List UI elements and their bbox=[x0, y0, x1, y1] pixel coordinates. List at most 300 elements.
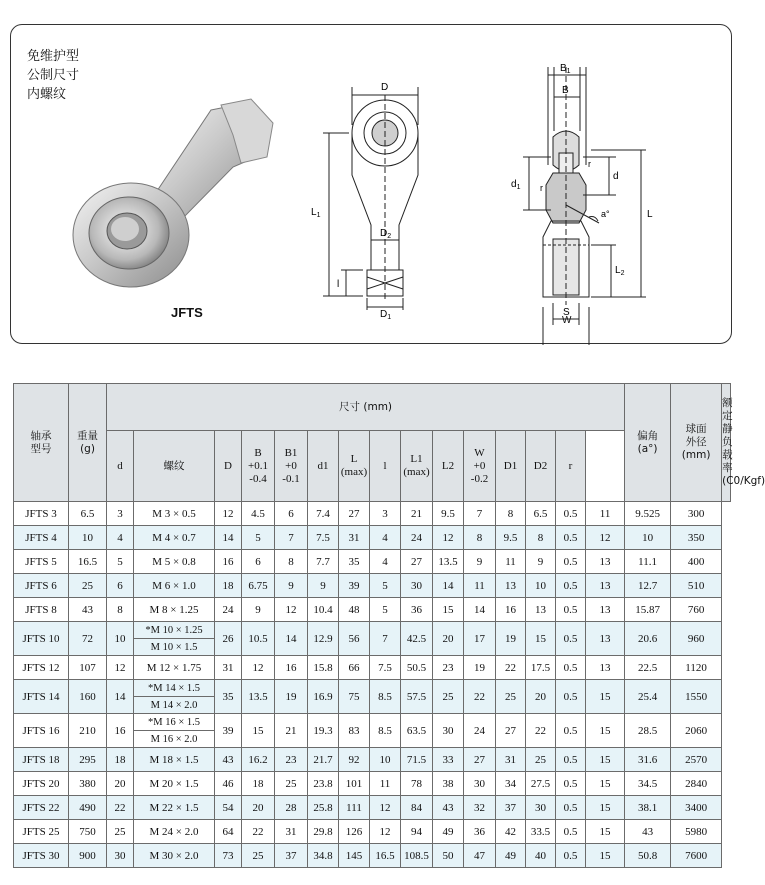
table-row bbox=[14, 622, 731, 639]
cell-L2: 25 bbox=[433, 680, 464, 714]
cell-d1: 34.8 bbox=[308, 844, 339, 868]
cell-r: 0.5 bbox=[556, 550, 586, 574]
cell-L1: 50.5 bbox=[401, 656, 433, 680]
cell-D: 43 bbox=[215, 748, 242, 772]
cell-d: 10 bbox=[107, 622, 134, 656]
dim-r-label: r bbox=[588, 159, 591, 169]
cell-D2: 25 bbox=[526, 748, 556, 772]
cell-thread: *M 14 × 1.5 bbox=[134, 680, 215, 697]
cell-D: 46 bbox=[215, 772, 242, 796]
spec-table bbox=[13, 383, 765, 868]
dim-d1-label: $d_1$ bbox=[511, 179, 521, 191]
cell-angle: 15 bbox=[586, 772, 625, 796]
cell-L2: 50 bbox=[433, 844, 464, 868]
cell-model: JFTS 20 bbox=[14, 772, 69, 796]
cell-L: 27 bbox=[339, 502, 370, 526]
cell-W: 32 bbox=[464, 796, 496, 820]
cell-d: 25 bbox=[107, 820, 134, 844]
cell-load: 3400 bbox=[671, 796, 722, 820]
table-row bbox=[14, 772, 731, 796]
cell-d: 8 bbox=[107, 598, 134, 622]
cell-d1: 9 bbox=[308, 574, 339, 598]
dim-L1-label: $L_1$ bbox=[311, 207, 321, 219]
cell-thread-alt: M 10 × 1.5 bbox=[134, 639, 215, 656]
cell-B1: 19 bbox=[275, 680, 308, 714]
cell-L2: 15 bbox=[433, 598, 464, 622]
cell-angle: 12 bbox=[586, 526, 625, 550]
cell-D2: 27.5 bbox=[526, 772, 556, 796]
cell-d: 3 bbox=[107, 502, 134, 526]
cell-L1: 94 bbox=[401, 820, 433, 844]
cell-d: 12 bbox=[107, 656, 134, 680]
cell-D2: 17.5 bbox=[526, 656, 556, 680]
cell-weight: 750 bbox=[69, 820, 107, 844]
cell-thread: M 20 × 1.5 bbox=[134, 772, 215, 796]
cell-weight: 160 bbox=[69, 680, 107, 714]
cell-angle: 13 bbox=[586, 574, 625, 598]
cell-load: 2840 bbox=[671, 772, 722, 796]
cell-D: 35 bbox=[215, 680, 242, 714]
cell-angle: 15 bbox=[586, 820, 625, 844]
cell-r: 0.5 bbox=[556, 820, 586, 844]
cell-model: JFTS 8 bbox=[14, 598, 69, 622]
cell-B1: 31 bbox=[275, 820, 308, 844]
table-row bbox=[14, 844, 731, 868]
col-D2-header: D2 bbox=[526, 431, 556, 502]
cell-r: 0.5 bbox=[556, 502, 586, 526]
cell-d: 22 bbox=[107, 796, 134, 820]
cell-load: 510 bbox=[671, 574, 722, 598]
cell-model: JFTS 25 bbox=[14, 820, 69, 844]
cell-W: 27 bbox=[464, 748, 496, 772]
cell-load: 760 bbox=[671, 598, 722, 622]
cell-L: 35 bbox=[339, 550, 370, 574]
cell-d1: 21.7 bbox=[308, 748, 339, 772]
col-L-header: L (max) bbox=[339, 431, 370, 502]
cell-B1: 9 bbox=[275, 574, 308, 598]
cell-D: 12 bbox=[215, 502, 242, 526]
cell-model: JFTS 5 bbox=[14, 550, 69, 574]
table-row bbox=[14, 748, 731, 772]
cell-model: JFTS 30 bbox=[14, 844, 69, 868]
cell-D2: 22 bbox=[526, 714, 556, 748]
cell-L1: 24 bbox=[401, 526, 433, 550]
cell-L2: 9.5 bbox=[433, 502, 464, 526]
cell-r: 0.5 bbox=[556, 526, 586, 550]
spec-table-body bbox=[14, 502, 731, 868]
cell-d: 16 bbox=[107, 714, 134, 748]
rod-end-photo bbox=[61, 95, 291, 305]
cell-load: 960 bbox=[671, 622, 722, 656]
cell-D: 16 bbox=[215, 550, 242, 574]
cell-angle: 15 bbox=[586, 714, 625, 748]
cell-thread-alt: M 16 × 2.0 bbox=[134, 731, 215, 748]
cell-B1: 16 bbox=[275, 656, 308, 680]
cell-thread: M 12 × 1.75 bbox=[134, 656, 215, 680]
cell-L1: 71.5 bbox=[401, 748, 433, 772]
cell-load: 300 bbox=[671, 502, 722, 526]
col-load-rating-header: 额定静 负载率 (C0/Kgf) bbox=[722, 384, 731, 502]
col-ball-diameter-header: 球面 外径 (mm) bbox=[671, 384, 722, 502]
cell-L: 101 bbox=[339, 772, 370, 796]
label-metric: 公制尺寸 bbox=[27, 68, 80, 83]
cell-L1: 30 bbox=[401, 574, 433, 598]
col-angle-header: 偏角 (a°) bbox=[625, 384, 671, 502]
cell-thread: *M 10 × 1.25 bbox=[134, 622, 215, 639]
cell-D1: 11 bbox=[496, 550, 526, 574]
cell-ball: 11.1 bbox=[625, 550, 671, 574]
cell-l: 12 bbox=[370, 796, 401, 820]
cell-L: 56 bbox=[339, 622, 370, 656]
cell-d: 18 bbox=[107, 748, 134, 772]
dim-W-label: W bbox=[562, 315, 572, 326]
cell-model: JFTS 14 bbox=[14, 680, 69, 714]
dim-S-label: S bbox=[563, 307, 570, 318]
cell-W: 30 bbox=[464, 772, 496, 796]
cell-D2: 6.5 bbox=[526, 502, 556, 526]
cell-l: 8.5 bbox=[370, 680, 401, 714]
cell-d: 6 bbox=[107, 574, 134, 598]
cell-load: 1550 bbox=[671, 680, 722, 714]
cell-thread: M 22 × 1.5 bbox=[134, 796, 215, 820]
cell-D2: 20 bbox=[526, 680, 556, 714]
dim-D2-label: $D_2$ bbox=[380, 228, 392, 240]
label-maintenance-free: 免维护型 bbox=[27, 49, 80, 64]
cell-weight: 43 bbox=[69, 598, 107, 622]
side-view-drawing bbox=[491, 45, 671, 325]
cell-D1: 16 bbox=[496, 598, 526, 622]
cell-weight: 10 bbox=[69, 526, 107, 550]
cell-ball: 9.525 bbox=[625, 502, 671, 526]
table-row bbox=[14, 656, 731, 680]
col-l-header: l bbox=[370, 431, 401, 502]
label-female-thread: 内螺纹 bbox=[27, 87, 67, 102]
cell-angle: 15 bbox=[586, 748, 625, 772]
cell-r: 0.5 bbox=[556, 714, 586, 748]
cell-D1: 27 bbox=[496, 714, 526, 748]
cell-l: 11 bbox=[370, 772, 401, 796]
cell-B1: 23 bbox=[275, 748, 308, 772]
cell-l: 7 bbox=[370, 622, 401, 656]
cell-d: 14 bbox=[107, 680, 134, 714]
cell-l: 12 bbox=[370, 820, 401, 844]
cell-angle: 13 bbox=[586, 598, 625, 622]
cell-L: 66 bbox=[339, 656, 370, 680]
cell-ball: 43 bbox=[625, 820, 671, 844]
cell-r: 0.5 bbox=[556, 598, 586, 622]
cell-B: 15 bbox=[242, 714, 275, 748]
cell-thread-alt: M 14 × 2.0 bbox=[134, 697, 215, 714]
cell-weight: 25 bbox=[69, 574, 107, 598]
cell-W: 36 bbox=[464, 820, 496, 844]
cell-B: 20 bbox=[242, 796, 275, 820]
table-row bbox=[14, 714, 731, 731]
dim-L2-label: $L_2$ bbox=[615, 265, 625, 277]
cell-L: 92 bbox=[339, 748, 370, 772]
cell-d: 20 bbox=[107, 772, 134, 796]
cell-D1: 37 bbox=[496, 796, 526, 820]
cell-L1: 78 bbox=[401, 772, 433, 796]
cell-ball: 31.6 bbox=[625, 748, 671, 772]
cell-d1: 7.5 bbox=[308, 526, 339, 550]
cell-ball: 20.6 bbox=[625, 622, 671, 656]
cell-L: 48 bbox=[339, 598, 370, 622]
dim-B1-label: $B_1$ bbox=[560, 63, 571, 75]
cell-B: 13.5 bbox=[242, 680, 275, 714]
cell-D1: 25 bbox=[496, 680, 526, 714]
cell-angle: 15 bbox=[586, 680, 625, 714]
cell-D: 31 bbox=[215, 656, 242, 680]
cell-weight: 380 bbox=[69, 772, 107, 796]
cell-D2: 9 bbox=[526, 550, 556, 574]
cell-thread: M 3 × 0.5 bbox=[134, 502, 215, 526]
col-L2-header: L2 bbox=[433, 431, 464, 502]
cell-W: 22 bbox=[464, 680, 496, 714]
cell-thread: *M 16 × 1.5 bbox=[134, 714, 215, 731]
cell-weight: 295 bbox=[69, 748, 107, 772]
cell-ball: 15.87 bbox=[625, 598, 671, 622]
cell-load: 1120 bbox=[671, 656, 722, 680]
cell-angle: 13 bbox=[586, 622, 625, 656]
cell-r: 0.5 bbox=[556, 574, 586, 598]
cell-thread: M 18 × 1.5 bbox=[134, 748, 215, 772]
cell-angle: 15 bbox=[586, 844, 625, 868]
dim-r2-label: r bbox=[540, 183, 543, 193]
cell-W: 9 bbox=[464, 550, 496, 574]
cell-d1: 16.9 bbox=[308, 680, 339, 714]
cell-d: 30 bbox=[107, 844, 134, 868]
cell-D1: 34 bbox=[496, 772, 526, 796]
table-row bbox=[14, 526, 731, 550]
cell-d1: 10.4 bbox=[308, 598, 339, 622]
cell-weight: 6.5 bbox=[69, 502, 107, 526]
col-D1-header: D1 bbox=[496, 431, 526, 502]
cell-L1: 36 bbox=[401, 598, 433, 622]
cell-B: 25 bbox=[242, 844, 275, 868]
cell-D2: 40 bbox=[526, 844, 556, 868]
cell-B: 18 bbox=[242, 772, 275, 796]
cell-D: 39 bbox=[215, 714, 242, 748]
cell-l: 7.5 bbox=[370, 656, 401, 680]
col-model-header: 轴承 型号 bbox=[14, 384, 69, 502]
cell-W: 47 bbox=[464, 844, 496, 868]
cell-r: 0.5 bbox=[556, 680, 586, 714]
cell-L1: 57.5 bbox=[401, 680, 433, 714]
cell-weight: 490 bbox=[69, 796, 107, 820]
cell-B1: 21 bbox=[275, 714, 308, 748]
cell-D: 54 bbox=[215, 796, 242, 820]
col-d-header: d bbox=[107, 431, 134, 502]
cell-D: 26 bbox=[215, 622, 242, 656]
cell-W: 7 bbox=[464, 502, 496, 526]
cell-D1: 8 bbox=[496, 502, 526, 526]
cell-D1: 9.5 bbox=[496, 526, 526, 550]
cell-d1: 7.4 bbox=[308, 502, 339, 526]
cell-r: 0.5 bbox=[556, 748, 586, 772]
cell-d1: 12.9 bbox=[308, 622, 339, 656]
cell-angle: 13 bbox=[586, 550, 625, 574]
cell-L: 145 bbox=[339, 844, 370, 868]
cell-L1: 42.5 bbox=[401, 622, 433, 656]
cell-weight: 16.5 bbox=[69, 550, 107, 574]
table-row bbox=[14, 550, 731, 574]
cell-r: 0.5 bbox=[556, 772, 586, 796]
cell-D2: 10 bbox=[526, 574, 556, 598]
cell-angle: 11 bbox=[586, 502, 625, 526]
cell-L1: 108.5 bbox=[401, 844, 433, 868]
cell-B1: 8 bbox=[275, 550, 308, 574]
cell-d: 4 bbox=[107, 526, 134, 550]
cell-D2: 33.5 bbox=[526, 820, 556, 844]
cell-W: 8 bbox=[464, 526, 496, 550]
cell-d1: 7.7 bbox=[308, 550, 339, 574]
table-row bbox=[14, 598, 731, 622]
col-d1-header: d1 bbox=[308, 431, 339, 502]
cell-L: 75 bbox=[339, 680, 370, 714]
cell-L2: 12 bbox=[433, 526, 464, 550]
cell-L2: 49 bbox=[433, 820, 464, 844]
cell-angle: 13 bbox=[586, 656, 625, 680]
cell-d1: 29.8 bbox=[308, 820, 339, 844]
cell-L1: 84 bbox=[401, 796, 433, 820]
col-L1-header: L1 (max) bbox=[401, 431, 433, 502]
cell-B: 22 bbox=[242, 820, 275, 844]
cell-model: JFTS 10 bbox=[14, 622, 69, 656]
cell-B1: 7 bbox=[275, 526, 308, 550]
cell-B: 6.75 bbox=[242, 574, 275, 598]
cell-D1: 49 bbox=[496, 844, 526, 868]
cell-L2: 13.5 bbox=[433, 550, 464, 574]
cell-D: 14 bbox=[215, 526, 242, 550]
cell-ball: 12.7 bbox=[625, 574, 671, 598]
col-D-header: D bbox=[215, 431, 242, 502]
table-row bbox=[14, 796, 731, 820]
table-row bbox=[14, 680, 731, 697]
cell-B: 10.5 bbox=[242, 622, 275, 656]
cell-load: 400 bbox=[671, 550, 722, 574]
cell-ball: 28.5 bbox=[625, 714, 671, 748]
col-r-header: r bbox=[556, 431, 586, 502]
col-B-header: B +0.1 -0.4 bbox=[242, 431, 275, 502]
cell-L2: 43 bbox=[433, 796, 464, 820]
cell-weight: 210 bbox=[69, 714, 107, 748]
cell-D2: 8 bbox=[526, 526, 556, 550]
cell-thread: M 8 × 1.25 bbox=[134, 598, 215, 622]
col-B1-header: B1 +0 -0.1 bbox=[275, 431, 308, 502]
cell-l: 4 bbox=[370, 526, 401, 550]
cell-model: JFTS 12 bbox=[14, 656, 69, 680]
col-weight-header: 重量 (g) bbox=[69, 384, 107, 502]
product-panel bbox=[10, 24, 732, 344]
cell-D1: 42 bbox=[496, 820, 526, 844]
cell-r: 0.5 bbox=[556, 622, 586, 656]
front-view-drawing bbox=[301, 65, 461, 321]
cell-W: 14 bbox=[464, 598, 496, 622]
cell-ball: 50.8 bbox=[625, 844, 671, 868]
dim-D1-label: $D_1$ bbox=[380, 309, 392, 321]
cell-D1: 13 bbox=[496, 574, 526, 598]
cell-load: 2570 bbox=[671, 748, 722, 772]
cell-ball: 10 bbox=[625, 526, 671, 550]
cell-d1: 15.8 bbox=[308, 656, 339, 680]
table-row bbox=[14, 502, 731, 526]
cell-model: JFTS 22 bbox=[14, 796, 69, 820]
cell-l: 4 bbox=[370, 550, 401, 574]
angle-label: a° bbox=[601, 209, 610, 219]
cell-D: 24 bbox=[215, 598, 242, 622]
cell-W: 11 bbox=[464, 574, 496, 598]
cell-weight: 72 bbox=[69, 622, 107, 656]
cell-L2: 30 bbox=[433, 714, 464, 748]
cell-D1: 31 bbox=[496, 748, 526, 772]
cell-D1: 19 bbox=[496, 622, 526, 656]
cell-B1: 37 bbox=[275, 844, 308, 868]
cell-W: 19 bbox=[464, 656, 496, 680]
cell-B1: 14 bbox=[275, 622, 308, 656]
cell-l: 10 bbox=[370, 748, 401, 772]
cell-load: 7600 bbox=[671, 844, 722, 868]
cell-l: 5 bbox=[370, 574, 401, 598]
cell-r: 0.5 bbox=[556, 844, 586, 868]
cell-weight: 107 bbox=[69, 656, 107, 680]
cell-B: 16.2 bbox=[242, 748, 275, 772]
cell-load: 350 bbox=[671, 526, 722, 550]
cell-B: 5 bbox=[242, 526, 275, 550]
cell-ball: 25.4 bbox=[625, 680, 671, 714]
dim-l-label: l bbox=[337, 279, 340, 290]
cell-model: JFTS 3 bbox=[14, 502, 69, 526]
dimensions-header: 尺寸 (mm) bbox=[107, 384, 625, 431]
cell-thread: M 24 × 2.0 bbox=[134, 820, 215, 844]
dim-L-label: L bbox=[647, 209, 653, 220]
cell-L2: 20 bbox=[433, 622, 464, 656]
cell-d1: 25.8 bbox=[308, 796, 339, 820]
cell-B: 12 bbox=[242, 656, 275, 680]
cell-thread: M 5 × 0.8 bbox=[134, 550, 215, 574]
cell-W: 24 bbox=[464, 714, 496, 748]
col-thread-header: 螺纹 bbox=[134, 431, 215, 502]
dim-D-label: D bbox=[381, 82, 389, 93]
cell-L2: 33 bbox=[433, 748, 464, 772]
cell-D: 73 bbox=[215, 844, 242, 868]
model-caption: JFTS bbox=[171, 305, 203, 320]
cell-angle: 15 bbox=[586, 796, 625, 820]
dim-B-label: B bbox=[562, 85, 569, 96]
cell-B: 6 bbox=[242, 550, 275, 574]
cell-r: 0.5 bbox=[556, 796, 586, 820]
cell-L1: 21 bbox=[401, 502, 433, 526]
cell-ball: 22.5 bbox=[625, 656, 671, 680]
cell-B1: 12 bbox=[275, 598, 308, 622]
cell-load: 2060 bbox=[671, 714, 722, 748]
cell-L: 111 bbox=[339, 796, 370, 820]
cell-D: 18 bbox=[215, 574, 242, 598]
table-row bbox=[14, 820, 731, 844]
cell-D2: 30 bbox=[526, 796, 556, 820]
cell-l: 16.5 bbox=[370, 844, 401, 868]
cell-B: 9 bbox=[242, 598, 275, 622]
cell-weight: 900 bbox=[69, 844, 107, 868]
cell-d1: 19.3 bbox=[308, 714, 339, 748]
cell-L: 31 bbox=[339, 526, 370, 550]
cell-L2: 14 bbox=[433, 574, 464, 598]
cell-d1: 23.8 bbox=[308, 772, 339, 796]
cell-L2: 23 bbox=[433, 656, 464, 680]
cell-B1: 28 bbox=[275, 796, 308, 820]
cell-L1: 63.5 bbox=[401, 714, 433, 748]
table-row bbox=[14, 574, 731, 598]
cell-W: 17 bbox=[464, 622, 496, 656]
